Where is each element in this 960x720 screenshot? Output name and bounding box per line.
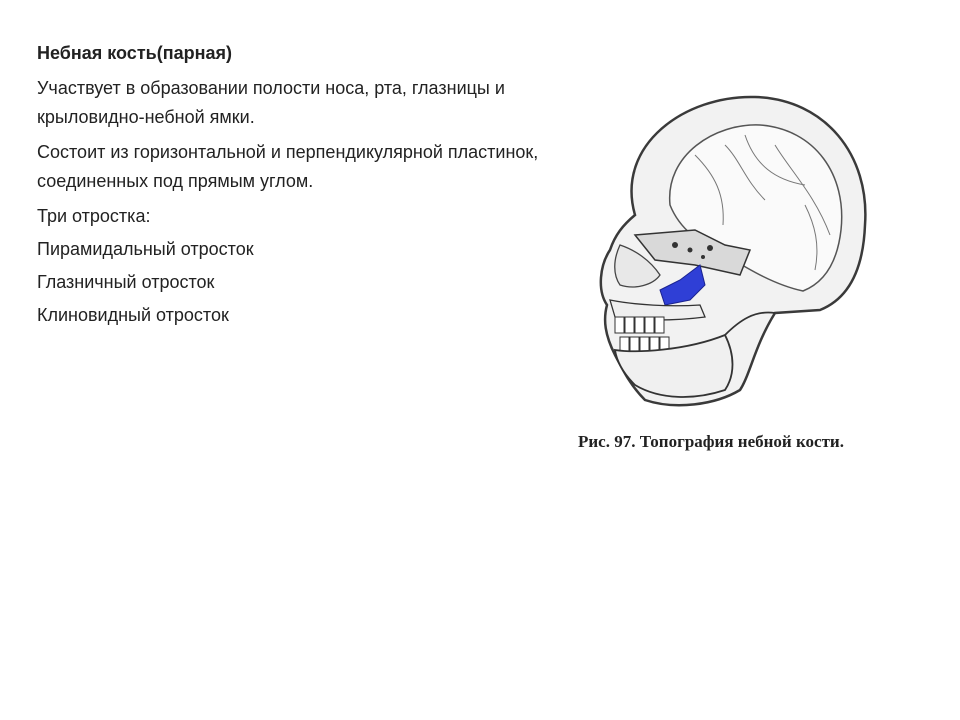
- paragraph-pyramidal-process: Пирамидальный отросток: [37, 239, 254, 259]
- paragraph-structure: Состоит из горизонтальной и перпендикулярной пластинок, соединенных под прямым углом.: [37, 142, 539, 191]
- figure-caption: Рис. 97. Топография небной кости.: [578, 432, 844, 451]
- paragraph-orbital-process: Глазничный отросток: [37, 272, 215, 292]
- skull-figure: [575, 85, 875, 415]
- paragraph-sphenoid-process: Клиновидный отросток: [37, 305, 229, 325]
- paragraph-participation: Участвует в образовании полости носа, рта, глазницы и крыловидно-небной ямки.: [37, 78, 505, 127]
- slide-text-block: [37, 40, 557, 334]
- skull-illustration: [575, 85, 875, 415]
- slide-title: Небная кость(парная): [37, 43, 232, 63]
- paragraph-processes-heading: Три отростка:: [37, 206, 151, 226]
